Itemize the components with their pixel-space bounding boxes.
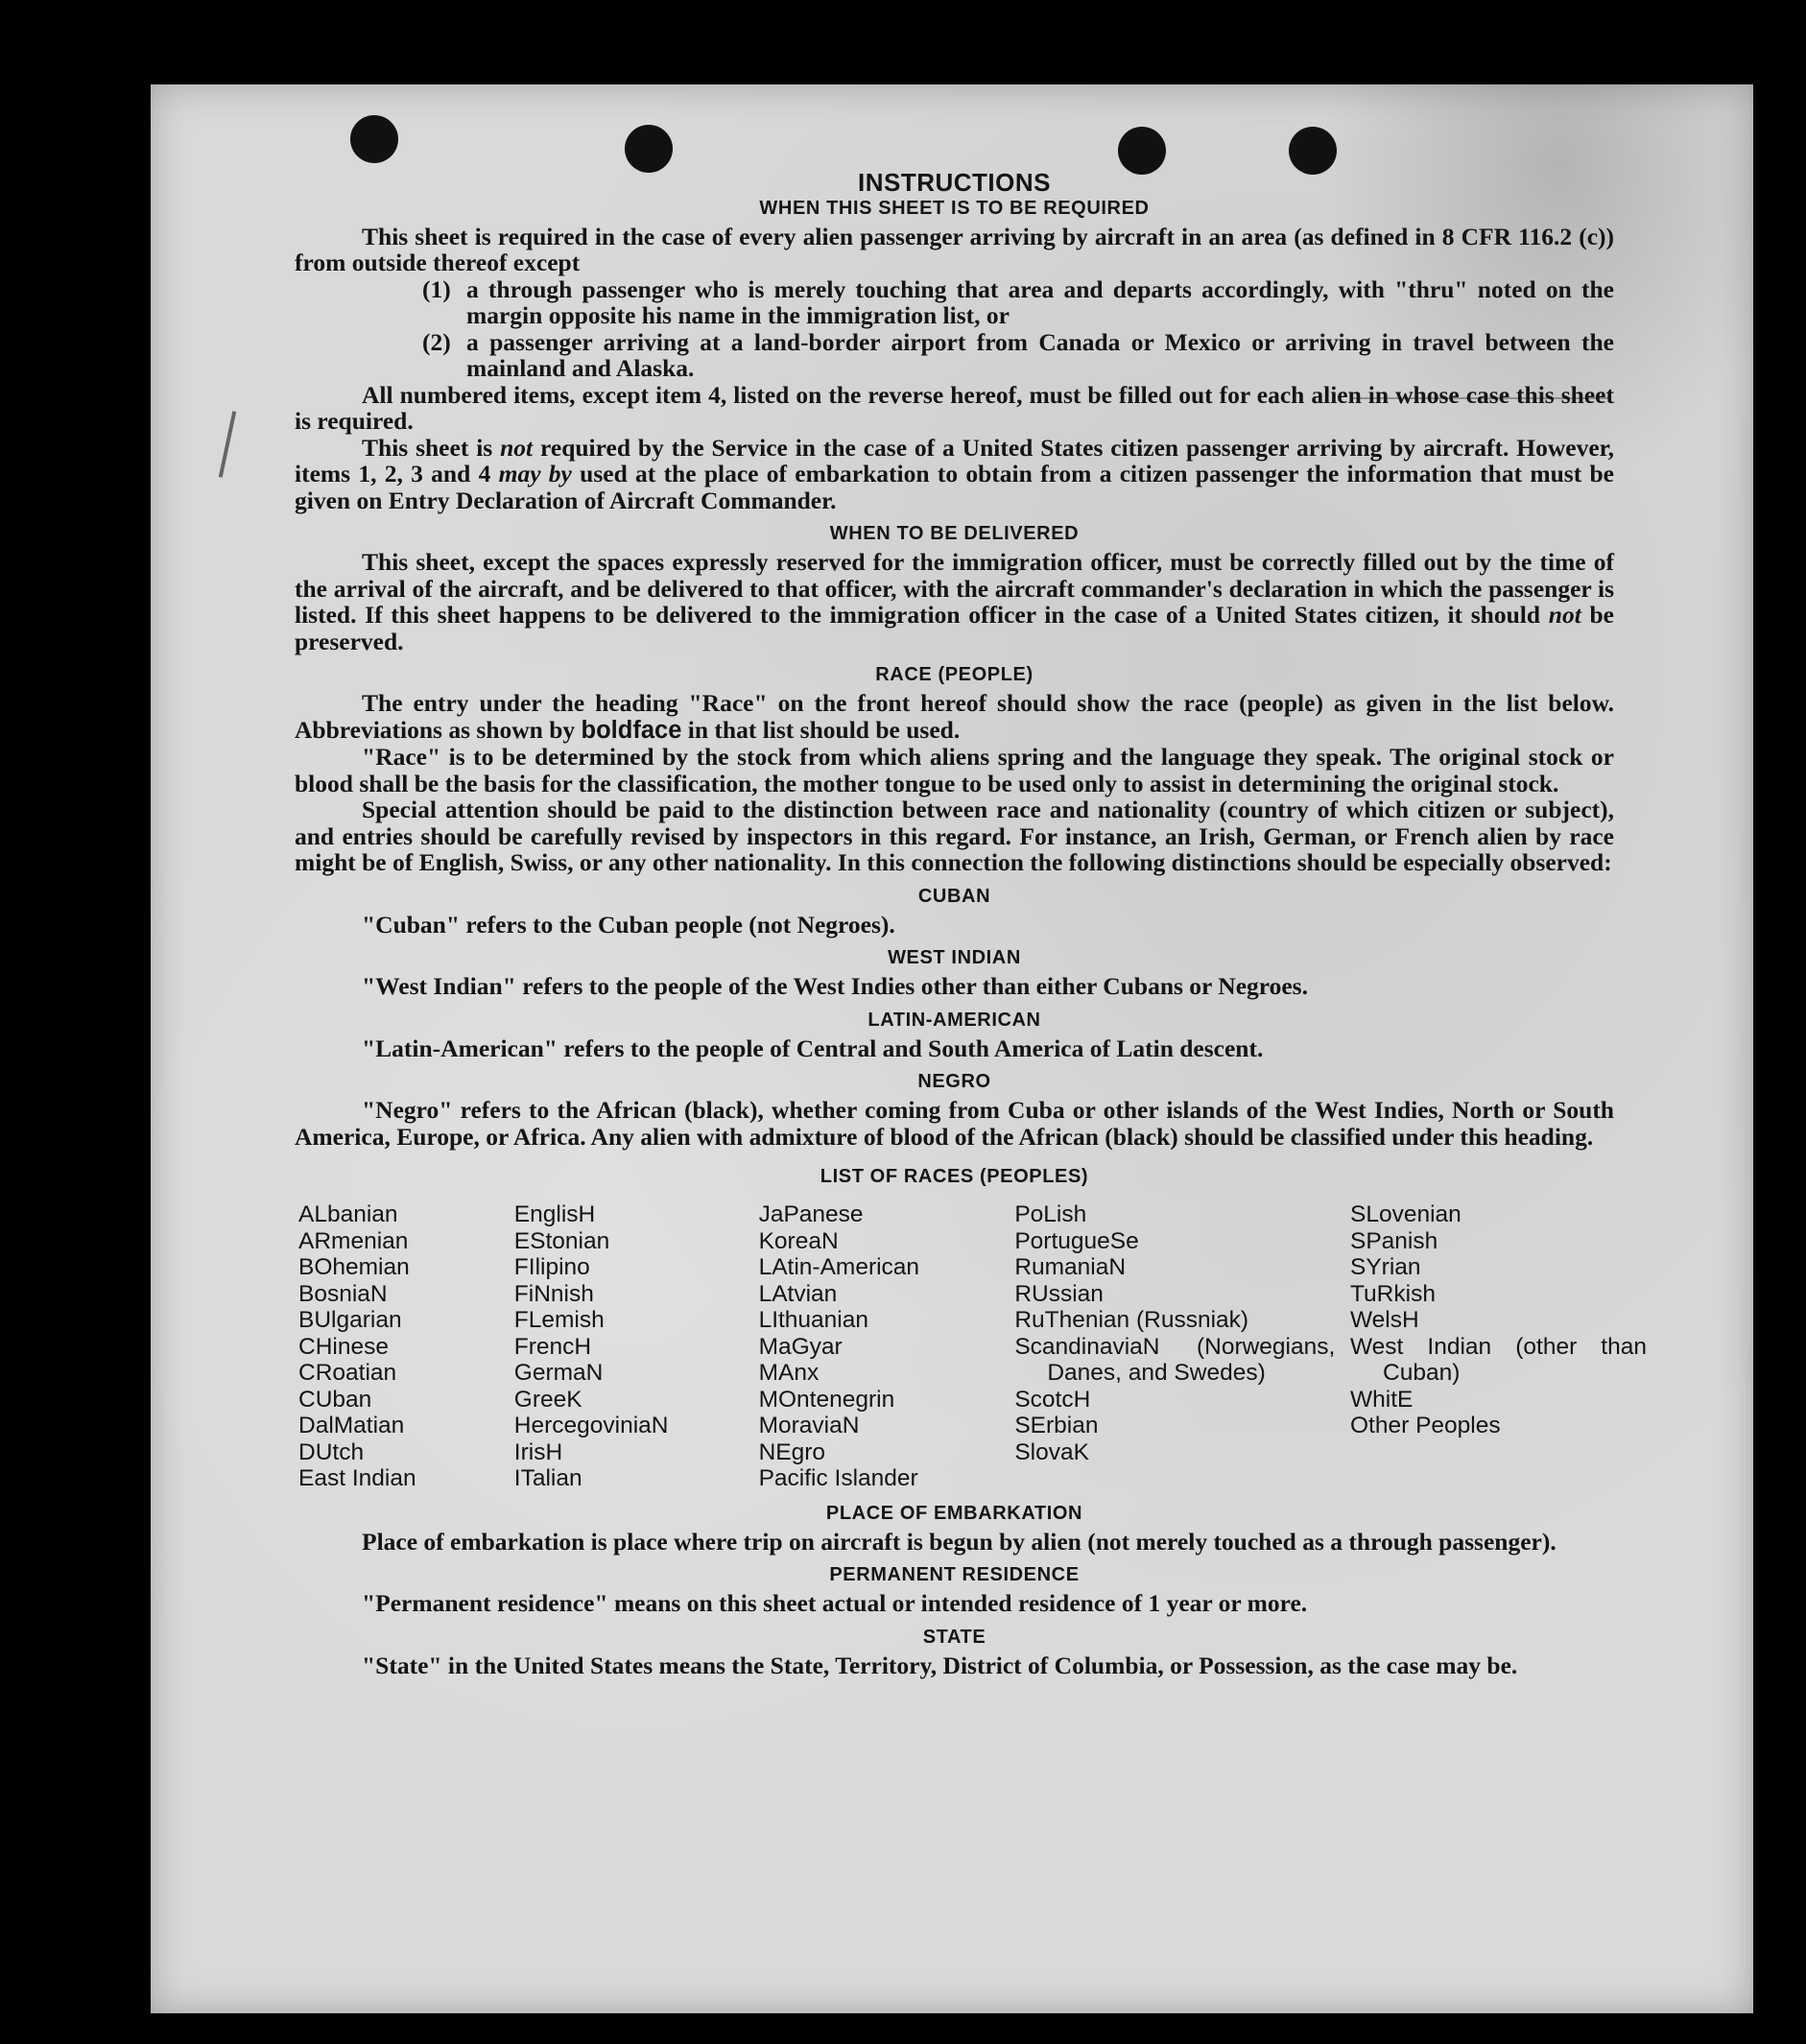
- race-entry: CRoatian: [298, 1360, 397, 1386]
- section-heading-when-delivered: WHEN TO BE DELIVERED: [829, 523, 1080, 544]
- race-entry: FrencH: [513, 1333, 592, 1360]
- races-column-1: [298, 1201, 514, 1492]
- race-entry: SErbian: [1014, 1413, 1099, 1438]
- race-entry: LAtin-American: [758, 1254, 920, 1280]
- when-required-intro: This sheet is required in the case of every alien passenger arriving by aircraft in an area (as defined in 8 CFR 116.2 (c)) from outside thereof except: [295, 222, 1614, 276]
- latin-american-definition: "Latin-American" refers to the people of Central and South America of Latin descent.: [362, 1034, 1264, 1062]
- race-entry: FIlipino: [513, 1254, 590, 1280]
- section-heading-latin-american: LATIN-AMERICAN: [867, 1009, 1041, 1031]
- race-entry: WhitE: [1350, 1386, 1414, 1413]
- race-entry: CHinese: [298, 1333, 389, 1360]
- race-entry: NEgro: [758, 1438, 826, 1465]
- text-run: This sheet, except the spaces expressly reserved for the immigration officer, must be correctly filled out by the time of the arrival of the aircraft, and be delivered to that officer, with the aircraft commander's declaration in which the passenger is listed. If this sheet happens to be delivered to the immigration officer in the case of a United States citizen, it should: [295, 548, 1614, 629]
- negro-definition: "Negro" refers to the African (black), whether coming from Cuba or other islands of the West Indies, North or South America, Europe, or Africa. Any alien with admixture of blood of the African (black) should be classified under this heading.: [295, 1096, 1614, 1151]
- permanent-residence-definition: "Permanent residence" means on this sheet actual or intended residence of 1 year or more.: [362, 1589, 1308, 1617]
- item-text: a through passenger who is merely touching that area and departs accordingly, with "thru" noted on the margin opposite his name in the immigration list, or: [466, 274, 1614, 329]
- race-entry: MaGyar: [758, 1333, 843, 1360]
- race-entry: West Indian (other than Cuban): [1350, 1333, 1647, 1386]
- race-entry: FLemish: [513, 1307, 605, 1333]
- cuban-definition: "Cuban" refers to the Cuban people (not Negroes).: [362, 910, 895, 939]
- race-entry: LAtvian: [758, 1280, 838, 1307]
- punch-hole: [350, 115, 398, 163]
- race-paragraph-2: "Race" is to be determined by the stock from which aliens spring and the language they speak. The original stock or blood shall be the basis for the classification, the mother tongue to be used only to assist in determining the original stock.: [295, 743, 1614, 797]
- race-entry: EStonian: [513, 1227, 610, 1254]
- when-delivered-paragraph: [295, 549, 1614, 654]
- race-entry: Other Peoples: [1350, 1413, 1501, 1438]
- race-entry: DalMatian: [298, 1413, 405, 1438]
- race-entry: SPanish: [1350, 1227, 1438, 1254]
- emphasis-not: not: [500, 433, 534, 462]
- race-entry: FiNnish: [513, 1280, 594, 1307]
- item-number: (2): [422, 327, 451, 356]
- place-of-embarkation-definition: Place of embarkation is place where trip on aircraft is begun by alien (not merely touched as a through passenger).: [362, 1527, 1556, 1556]
- race-entry: BUlgarian: [298, 1307, 402, 1333]
- race-entry: MoraviaN: [758, 1413, 860, 1438]
- text-run: used at the place of embarkation to obtain from a citizen passenger the information that must be given on Entry Declaration of Aircraft Commander.: [295, 460, 1614, 514]
- section-heading-when-required: WHEN THIS SHEET IS TO BE REQUIRED: [759, 197, 1150, 219]
- race-entry: MOntenegrin: [758, 1386, 895, 1413]
- section-heading-state: STATE: [922, 1626, 986, 1648]
- race-entry: BOhemian: [298, 1254, 410, 1280]
- text-run: be preserved.: [295, 601, 1614, 655]
- exception-item-2: [422, 329, 1614, 382]
- text-run: required by the Service in the case of a United States citizen passenger arriving by aircraft. However, items 1, 2, 3 and 4: [295, 433, 1615, 487]
- race-entry: ARmenian: [298, 1227, 409, 1254]
- numbered-items-paragraph: All numbered items, except item 4, listed on the reverse hereof, must be filled out for each alien in whose case this sheet is required.: [295, 380, 1614, 435]
- item-number: (1): [422, 274, 451, 303]
- race-entry: GermaN: [513, 1360, 604, 1386]
- section-heading-west-indian: WEST INDIAN: [888, 947, 1021, 968]
- boldface-word: boldface: [581, 716, 682, 744]
- race-entry: EnglisH: [513, 1201, 596, 1227]
- race-entry: SYrian: [1350, 1254, 1421, 1280]
- section-heading-permanent-residence: PERMANENT RESIDENCE: [829, 1564, 1080, 1585]
- race-paragraph-3: Special attention should be paid to the distinction between race and nationality (country of which citizen or subject), and entries should be carefully revised by inspectors in this regard. For instance, an Irish, German, or French alien by race might be of English, Swiss, or any other nationality. In this connection the following distinctions should be especially observed:: [295, 796, 1614, 876]
- section-heading-cuban: CUBAN: [917, 885, 991, 907]
- race-entry: SlovaK: [1014, 1438, 1089, 1465]
- section-heading-place-of-embarkation: PLACE OF EMBARKATION: [825, 1502, 1083, 1524]
- races-list: [298, 1201, 1647, 1492]
- race-entry: HercegoviniaN: [513, 1413, 669, 1438]
- race-entry: ScotcH: [1014, 1386, 1091, 1413]
- race-entry: JaPanese: [758, 1201, 864, 1227]
- race-entry: RUssian: [1014, 1280, 1104, 1307]
- emphasis-not: not: [1548, 601, 1581, 629]
- race-entry: DUtch: [298, 1438, 365, 1465]
- race-entry: MAnx: [758, 1360, 820, 1386]
- punch-hole: [1118, 127, 1166, 175]
- race-entry: KoreaN: [758, 1227, 839, 1254]
- text-run: in that list should be used.: [687, 715, 961, 744]
- race-entry: CUban: [298, 1386, 372, 1413]
- west-indian-definition: "West Indian" refers to the people of the West Indies other than either Cubans or Negroes.: [362, 972, 1308, 1000]
- race-entry: PortugueSe: [1014, 1227, 1139, 1254]
- race-entry: ALbanian: [298, 1201, 398, 1227]
- race-entry: ScandinaviaN (Norwegians, Danes, and Swedes): [1014, 1333, 1336, 1386]
- exception-item-1: [422, 276, 1614, 329]
- pen-mark: [219, 411, 236, 477]
- race-entry: TuRkish: [1350, 1280, 1436, 1307]
- race-entry: RuThenian (Russniak): [1014, 1307, 1249, 1333]
- race-entry: IrisH: [513, 1438, 563, 1465]
- race-entry: Pacific Islander: [758, 1465, 918, 1491]
- race-entry: RumaniaN: [1014, 1254, 1127, 1280]
- scanned-document: [151, 84, 1753, 2013]
- item-text: a passenger arriving at a land-border airport from Canada or Mexico or arriving in travel between the mainland and Alaska.: [466, 327, 1614, 382]
- race-entry: WelsH: [1350, 1307, 1419, 1333]
- section-heading-negro: NEGRO: [917, 1071, 991, 1092]
- race-entry: LIthuanian: [758, 1307, 868, 1333]
- race-entry: GreeK: [513, 1386, 582, 1413]
- race-entry: ITalian: [513, 1465, 582, 1491]
- page-title: INSTRUCTIONS: [858, 168, 1051, 197]
- punch-hole: [625, 125, 673, 173]
- races-column-4: [1014, 1201, 1350, 1492]
- race-entry: SLovenian: [1350, 1201, 1461, 1227]
- race-entry: PoLish: [1014, 1201, 1087, 1227]
- races-column-3: [759, 1201, 1015, 1492]
- emphasis-may-by: may by: [498, 460, 572, 487]
- race-entry: BosniaN: [298, 1280, 388, 1307]
- race-paragraph-1: [295, 690, 1614, 744]
- section-heading-race: RACE (PEOPLE): [875, 664, 1034, 685]
- races-column-5: [1350, 1201, 1647, 1492]
- section-heading-list-of-races: LIST OF RACES (PEOPLES): [820, 1166, 1089, 1187]
- text-run: The entry under the heading "Race" on the front hereof should show the race (people) as given in the list below. Abbreviations as shown by: [295, 689, 1614, 744]
- text-run: This sheet is: [362, 433, 493, 462]
- races-column-2: [514, 1201, 759, 1492]
- citizen-paragraph: [295, 435, 1614, 514]
- race-entry: East Indian: [298, 1465, 416, 1491]
- instructions-text: [295, 168, 1647, 1679]
- state-definition: "State" in the United States means the State, Territory, District of Columbia, or Possession, as the case may be.: [362, 1651, 1518, 1679]
- punch-hole: [1289, 127, 1337, 175]
